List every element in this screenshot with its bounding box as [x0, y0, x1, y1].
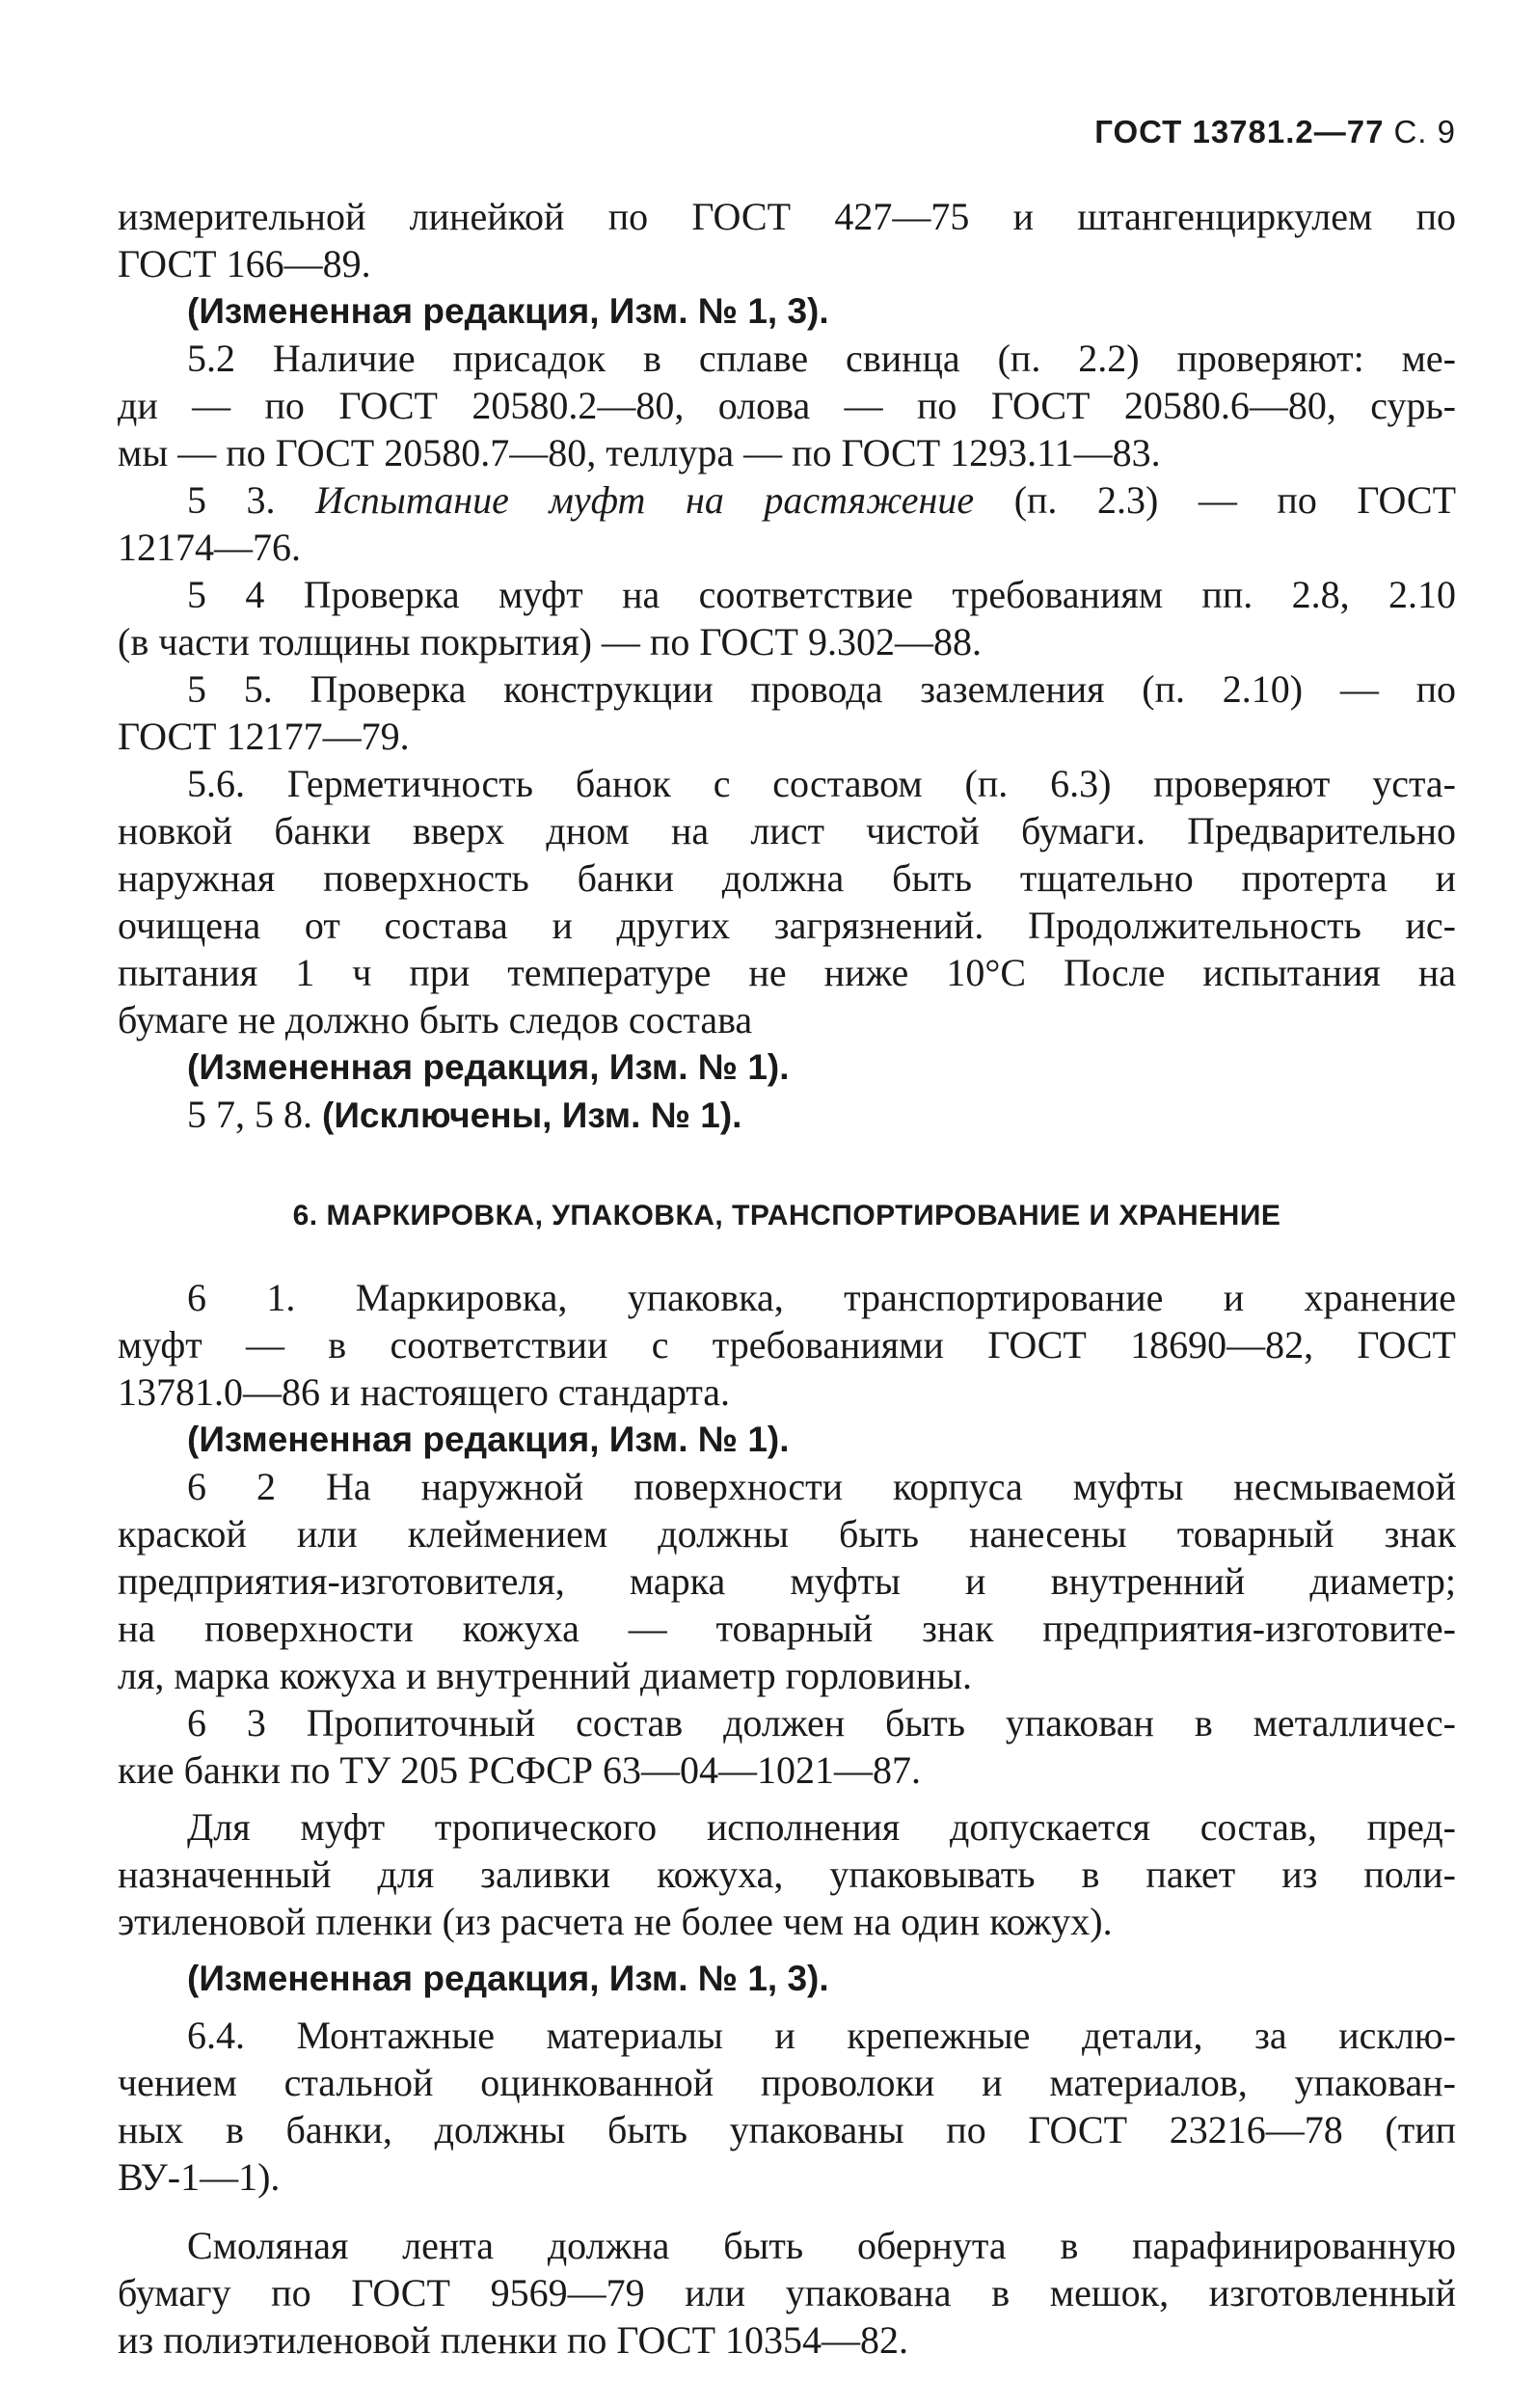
clause-5-2-line: 5.2 Наличие присадок в сплаве свинца (п. 2.2) проверяют: ме-: [187, 337, 1456, 380]
edit-note: (Измененная редакция, Изм. № 1).: [187, 1047, 790, 1087]
clause-6-4-extra-line: из полиэтиленовой пленки по ГОСТ 10354—82.: [118, 2318, 909, 2362]
edit-note: (Исключены, Изм. № 1).: [322, 1096, 742, 1135]
clause-5-5-line: ГОСТ 12177—79.: [118, 715, 410, 758]
edit-note: (Измененная редакция, Изм. № 1, 3).: [187, 1959, 829, 1998]
clause-6-2-line: ля, марка кожуха и внутренний диаметр горловины.: [118, 1654, 973, 1697]
clause-6-3-note-line: назначенный для заливки кожуха, упаковывать в пакет из поли-: [118, 1853, 1456, 1896]
section-title: 6. МАРКИРОВКА, УПАКОВКА, ТРАНСПОРТИРОВАНИЕ И ХРАНЕНИЕ: [292, 1200, 1281, 1231]
clause-6-4-line: ных в банки, должны быть упакованы по ГОСТ 23216—78 (тип: [118, 2108, 1456, 2151]
clause-6-4-line: 6.4. Монтажные материалы и крепежные детали, за исклю-: [187, 2014, 1456, 2057]
clause-6-3-line: 6 3 Пропиточный состав должен быть упакован в металличес-: [187, 1701, 1456, 1745]
clause-5-4-line: 5 4 Проверка муфт на соответствие требованиям пп. 2.8, 2.10: [187, 573, 1456, 616]
clause-number: 5 3.: [187, 478, 276, 522]
clause-5-6-line: пытания 1 ч при температуре не ниже 10°С После испытания на: [118, 951, 1456, 994]
clause-6-3-note-line: Для муфт тропического исполнения допускается состав, пред-: [187, 1805, 1456, 1849]
page-number: С. 9: [1393, 114, 1456, 149]
clause-6-4-extra-line: бумагу по ГОСТ 9569—79 или упакована в мешок, изготовленный: [118, 2271, 1456, 2314]
clause-number: 5 7, 5 8.: [187, 1093, 312, 1136]
clause-5-6-line: 5.6. Герметичность банок с составом (п. 6.3) проверяют уста-: [187, 762, 1456, 805]
clause-6-4-line: ВУ-1—1).: [118, 2155, 281, 2199]
clause-5-6-line: очищена от состава и других загрязнений. Продолжительность ис-: [118, 904, 1456, 947]
clause-5-6-line: новкой банки вверх дном на лист чистой бумаги. Предварительно: [118, 809, 1456, 852]
clause-6-4-line: чением стальной оцинкованной проволоки и материалов, упакован-: [118, 2061, 1456, 2104]
clause-5-7-line: [118, 1091, 1456, 1138]
text-line: измерительной линейкой по ГОСТ 427—75 и штангенциркулем по: [118, 195, 1456, 238]
document-body: [118, 193, 1456, 2364]
clause-5-2-line: мы — по ГОСТ 20580.7—80, теллура — по ГОСТ 1293.11—83.: [118, 431, 1161, 474]
edit-note: (Измененная редакция, Изм. № 1, 3).: [187, 291, 829, 331]
clause-5-3-line: [118, 476, 1456, 524]
clause-5-2-line: ди — по ГОСТ 20580.2—80, олова — по ГОСТ 20580.6—80, сурь-: [118, 384, 1456, 427]
clause-6-2-line: на поверхности кожуха — товарный знак предприятия-изготовите-: [118, 1607, 1456, 1650]
clause-5-6-line: бумаге не должно быть следов состава: [118, 998, 753, 1042]
clause-italic-title: Испытание муфт на растяжение: [315, 478, 975, 522]
clause-6-3-line: кие банки по ТУ 205 РСФСР 63—04—1021—87.: [118, 1748, 922, 1792]
clause-5-3-line: 12174—76.: [118, 526, 301, 569]
clause-6-2-line: 6 2 На наружной поверхности корпуса муфты несмываемой: [187, 1465, 1456, 1508]
clause-6-2-line: краской или клеймением должны быть нанесены товарный знак: [118, 1512, 1456, 1556]
clause-6-4-extra-line: Смоляная лента должна быть обернута в парафинированную: [187, 2224, 1456, 2267]
page-header: [1094, 114, 1456, 150]
document-id: ГОСТ 13781.2—77: [1094, 114, 1385, 149]
clause-6-1-line: 6 1. Маркировка, упаковка, транспортирование и хранение: [187, 1276, 1456, 1319]
clause-6-2-line: предприятия-изготовителя, марка муфты и внутренний диаметр;: [118, 1559, 1456, 1603]
clause-5-6-line: наружная поверхность банки должна быть тщательно протерта и: [118, 856, 1456, 900]
text-line: ГОСТ 166—89.: [118, 242, 371, 285]
clause-5-5-line: 5 5. Проверка конструкции провода заземления (п. 2.10) — по: [187, 667, 1456, 711]
clause-text: (п. 2.3) — по ГОСТ: [974, 478, 1457, 522]
clause-5-4-line: (в части толщины покрытия) — по ГОСТ 9.302—88.: [118, 620, 982, 663]
edit-note: (Измененная редакция, Изм. № 1).: [187, 1420, 790, 1459]
clause-6-3-note-line: этиленовой пленки (из расчета не более чем на один кожух).: [118, 1900, 1113, 1943]
clause-6-1-line: 13781.0—86 и настоящего стандарта.: [118, 1370, 731, 1414]
clause-6-1-line: муфт — в соответствии с требованиями ГОСТ 18690—82, ГОСТ: [118, 1323, 1456, 1366]
